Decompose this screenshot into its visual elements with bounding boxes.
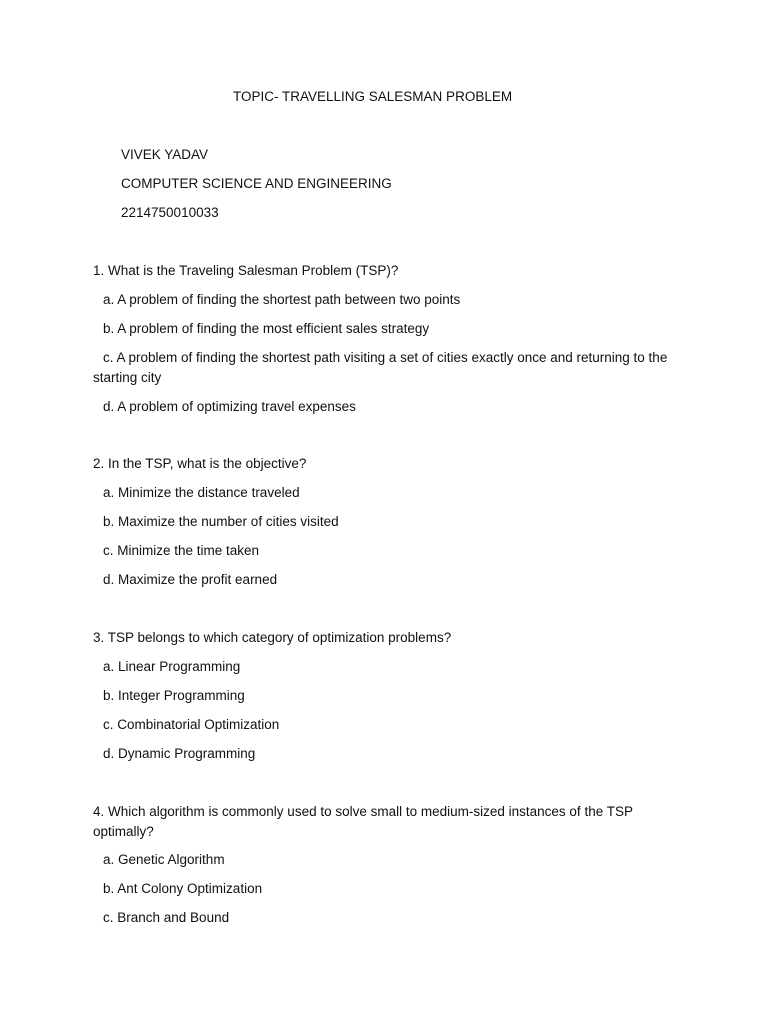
author-roll-number: 2214750010033: [121, 205, 219, 220]
question-4: 4. Which algorithm is commonly used to solve small to medium-sized instances of the TSP optimally?: [93, 804, 633, 839]
question-2-option-c: c. Minimize the time taken: [103, 543, 260, 558]
question-3-option-c: c. Combinatorial Optimization: [103, 717, 280, 732]
question-2: 2. In the TSP, what is the objective?: [93, 456, 307, 471]
question-1-option-d: d. A problem of optimizing travel expenses: [103, 399, 356, 414]
question-4-option-b: b. Ant Colony Optimization: [103, 881, 263, 896]
question-2-option-d: d. Maximize the profit earned: [103, 572, 278, 587]
question-2-option-a: a. Minimize the distance traveled: [103, 485, 300, 500]
question-3-option-d: d. Dynamic Programming: [103, 746, 256, 761]
question-4-option-a: a. Genetic Algorithm: [103, 852, 225, 867]
question-3-option-a: a. Linear Programming: [103, 659, 241, 674]
question-1-option-b: b. A problem of finding the most efficient sales strategy: [103, 321, 430, 336]
question-1-option-c: c. A problem of finding the shortest path visiting a set of cities exactly once and returning to the starting city: [93, 350, 668, 385]
question-4-option-c: c. Branch and Bound: [103, 910, 230, 925]
question-2-option-b: b. Maximize the number of cities visited: [103, 514, 339, 529]
document-title: TOPIC- TRAVELLING SALESMAN PROBLEM: [233, 89, 513, 104]
question-1: 1. What is the Traveling Salesman Problem (TSP)?: [93, 263, 399, 278]
author-name: VIVEK YADAV: [121, 147, 209, 162]
author-department: COMPUTER SCIENCE AND ENGINEERING: [121, 176, 392, 191]
question-3-option-b: b. Integer Programming: [103, 688, 245, 703]
question-3: 3. TSP belongs to which category of optimization problems?: [93, 630, 452, 645]
question-1-option-a: a. A problem of finding the shortest path between two points: [103, 292, 461, 307]
